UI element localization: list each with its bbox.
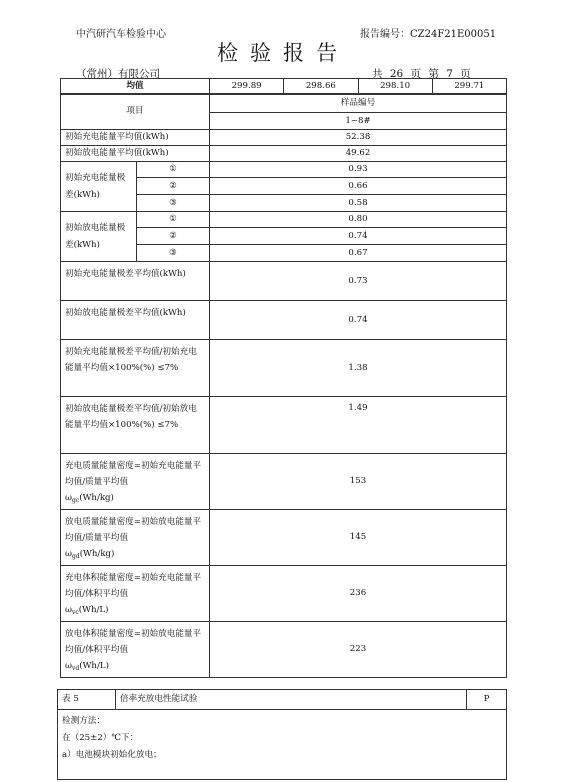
sub-mark: ③: [137, 245, 210, 262]
row-value: 0.74: [210, 228, 507, 245]
average-value: 298.10: [358, 79, 432, 95]
table5-number: 表 5: [58, 690, 116, 710]
page-counter: 共 26 页 第 7 页: [372, 68, 471, 80]
discharge-range-label: 初始放电能量极差(kWh): [61, 212, 137, 262]
report-number-label: 报告编号：: [360, 29, 410, 40]
row-value: 0.93: [210, 162, 507, 178]
company-name: （常州）有限公司: [76, 68, 160, 80]
page-title: 检验报告: [217, 41, 349, 65]
density-subscript: vd: [72, 665, 80, 672]
sub-mark: ②: [137, 178, 210, 195]
row-value: 1.38: [210, 340, 507, 397]
method-step-a: a）电池模块初始化放电；: [62, 750, 162, 760]
average-value: 299.89: [210, 79, 284, 95]
row-label: 初始充电能量极差平均值(kWh): [61, 262, 210, 301]
row-label: 初始充电能量平均值(kWh): [61, 130, 210, 146]
charge-range-label: 初始充电能量极差(kWh): [61, 162, 137, 212]
row-label: 初始充电能量极差平均值/初始充电能量平均值×100%(%) ≤7%: [61, 340, 210, 397]
method-condition: 在（25±2）℃下：: [62, 733, 139, 743]
density-text: 充电体积能量密度=初始充电能量平均值/体积平均值: [65, 573, 202, 599]
average-value: 299.71: [432, 79, 506, 95]
results-table: [60, 93, 507, 678]
density-label: [61, 566, 210, 622]
density-symbol: ω: [65, 493, 73, 503]
table5-result: P: [467, 690, 507, 710]
sample-range: 1~8#: [210, 113, 507, 130]
row-value: 49.62: [210, 146, 507, 162]
row-label: 初始放电能量平均值(kWh): [61, 146, 210, 162]
item-header: 项目: [61, 94, 210, 130]
row-value: 0.73: [210, 262, 507, 301]
row-value: 0.80: [210, 212, 507, 228]
table5-title: 倍率充放电性能试验: [116, 690, 467, 710]
sub-mark: ①: [137, 212, 210, 228]
row-value: 0.66: [210, 178, 507, 195]
row-value: 0.74: [210, 301, 507, 340]
density-label: [61, 454, 210, 510]
density-subscript: vc: [72, 609, 79, 616]
density-unit: (Wh/kg): [79, 549, 115, 559]
report-number-value: CZ24F21E00051: [410, 29, 497, 40]
row-value: 236: [210, 566, 507, 622]
average-value: 298.66: [284, 79, 358, 95]
density-unit: (Wh/kg): [79, 493, 114, 503]
row-value: 153: [210, 454, 507, 510]
row-value: 145: [210, 510, 507, 566]
org-name: 中汽研汽车检验中心: [76, 29, 166, 40]
density-unit: (Wh/L): [78, 605, 109, 615]
table5: [57, 689, 507, 780]
row-value: 223: [210, 622, 507, 678]
average-label: 均值: [61, 79, 210, 95]
density-symbol: ω: [65, 605, 73, 615]
density-symbol: ω: [65, 549, 73, 559]
density-subscript: gd: [72, 553, 80, 560]
sample-header: 样品编号: [210, 94, 507, 113]
density-label: [61, 622, 210, 678]
row-value: 0.67: [210, 245, 507, 262]
density-text: 放电质量能量密度=初始放电能量平均值/质量平均值: [65, 517, 202, 543]
density-text: 充电质量能量密度=初始充电能量平均值/质量平均值: [65, 461, 202, 487]
row-label: 初始放电能量极差平均值(kWh): [61, 301, 210, 340]
density-label: [61, 510, 210, 566]
row-value: 0.58: [210, 195, 507, 212]
sub-mark: ②: [137, 228, 210, 245]
method-label: 检测方法：: [62, 716, 105, 726]
density-unit: (Wh/L): [79, 661, 109, 671]
row-value: 1.49: [210, 397, 507, 454]
density-symbol: ω: [65, 661, 73, 671]
density-subscript: gc: [72, 497, 80, 504]
sub-mark: ③: [137, 195, 210, 212]
table5-method: [58, 710, 507, 780]
density-text: 放电体积能量密度=初始放电能量平均值/体积平均值: [65, 629, 202, 655]
sub-mark: ①: [137, 162, 210, 178]
row-label: 初始放电能量极差平均值/初始放电能量平均值×100%(%) ≤7%: [61, 397, 210, 454]
row-value: 52.38: [210, 130, 507, 146]
